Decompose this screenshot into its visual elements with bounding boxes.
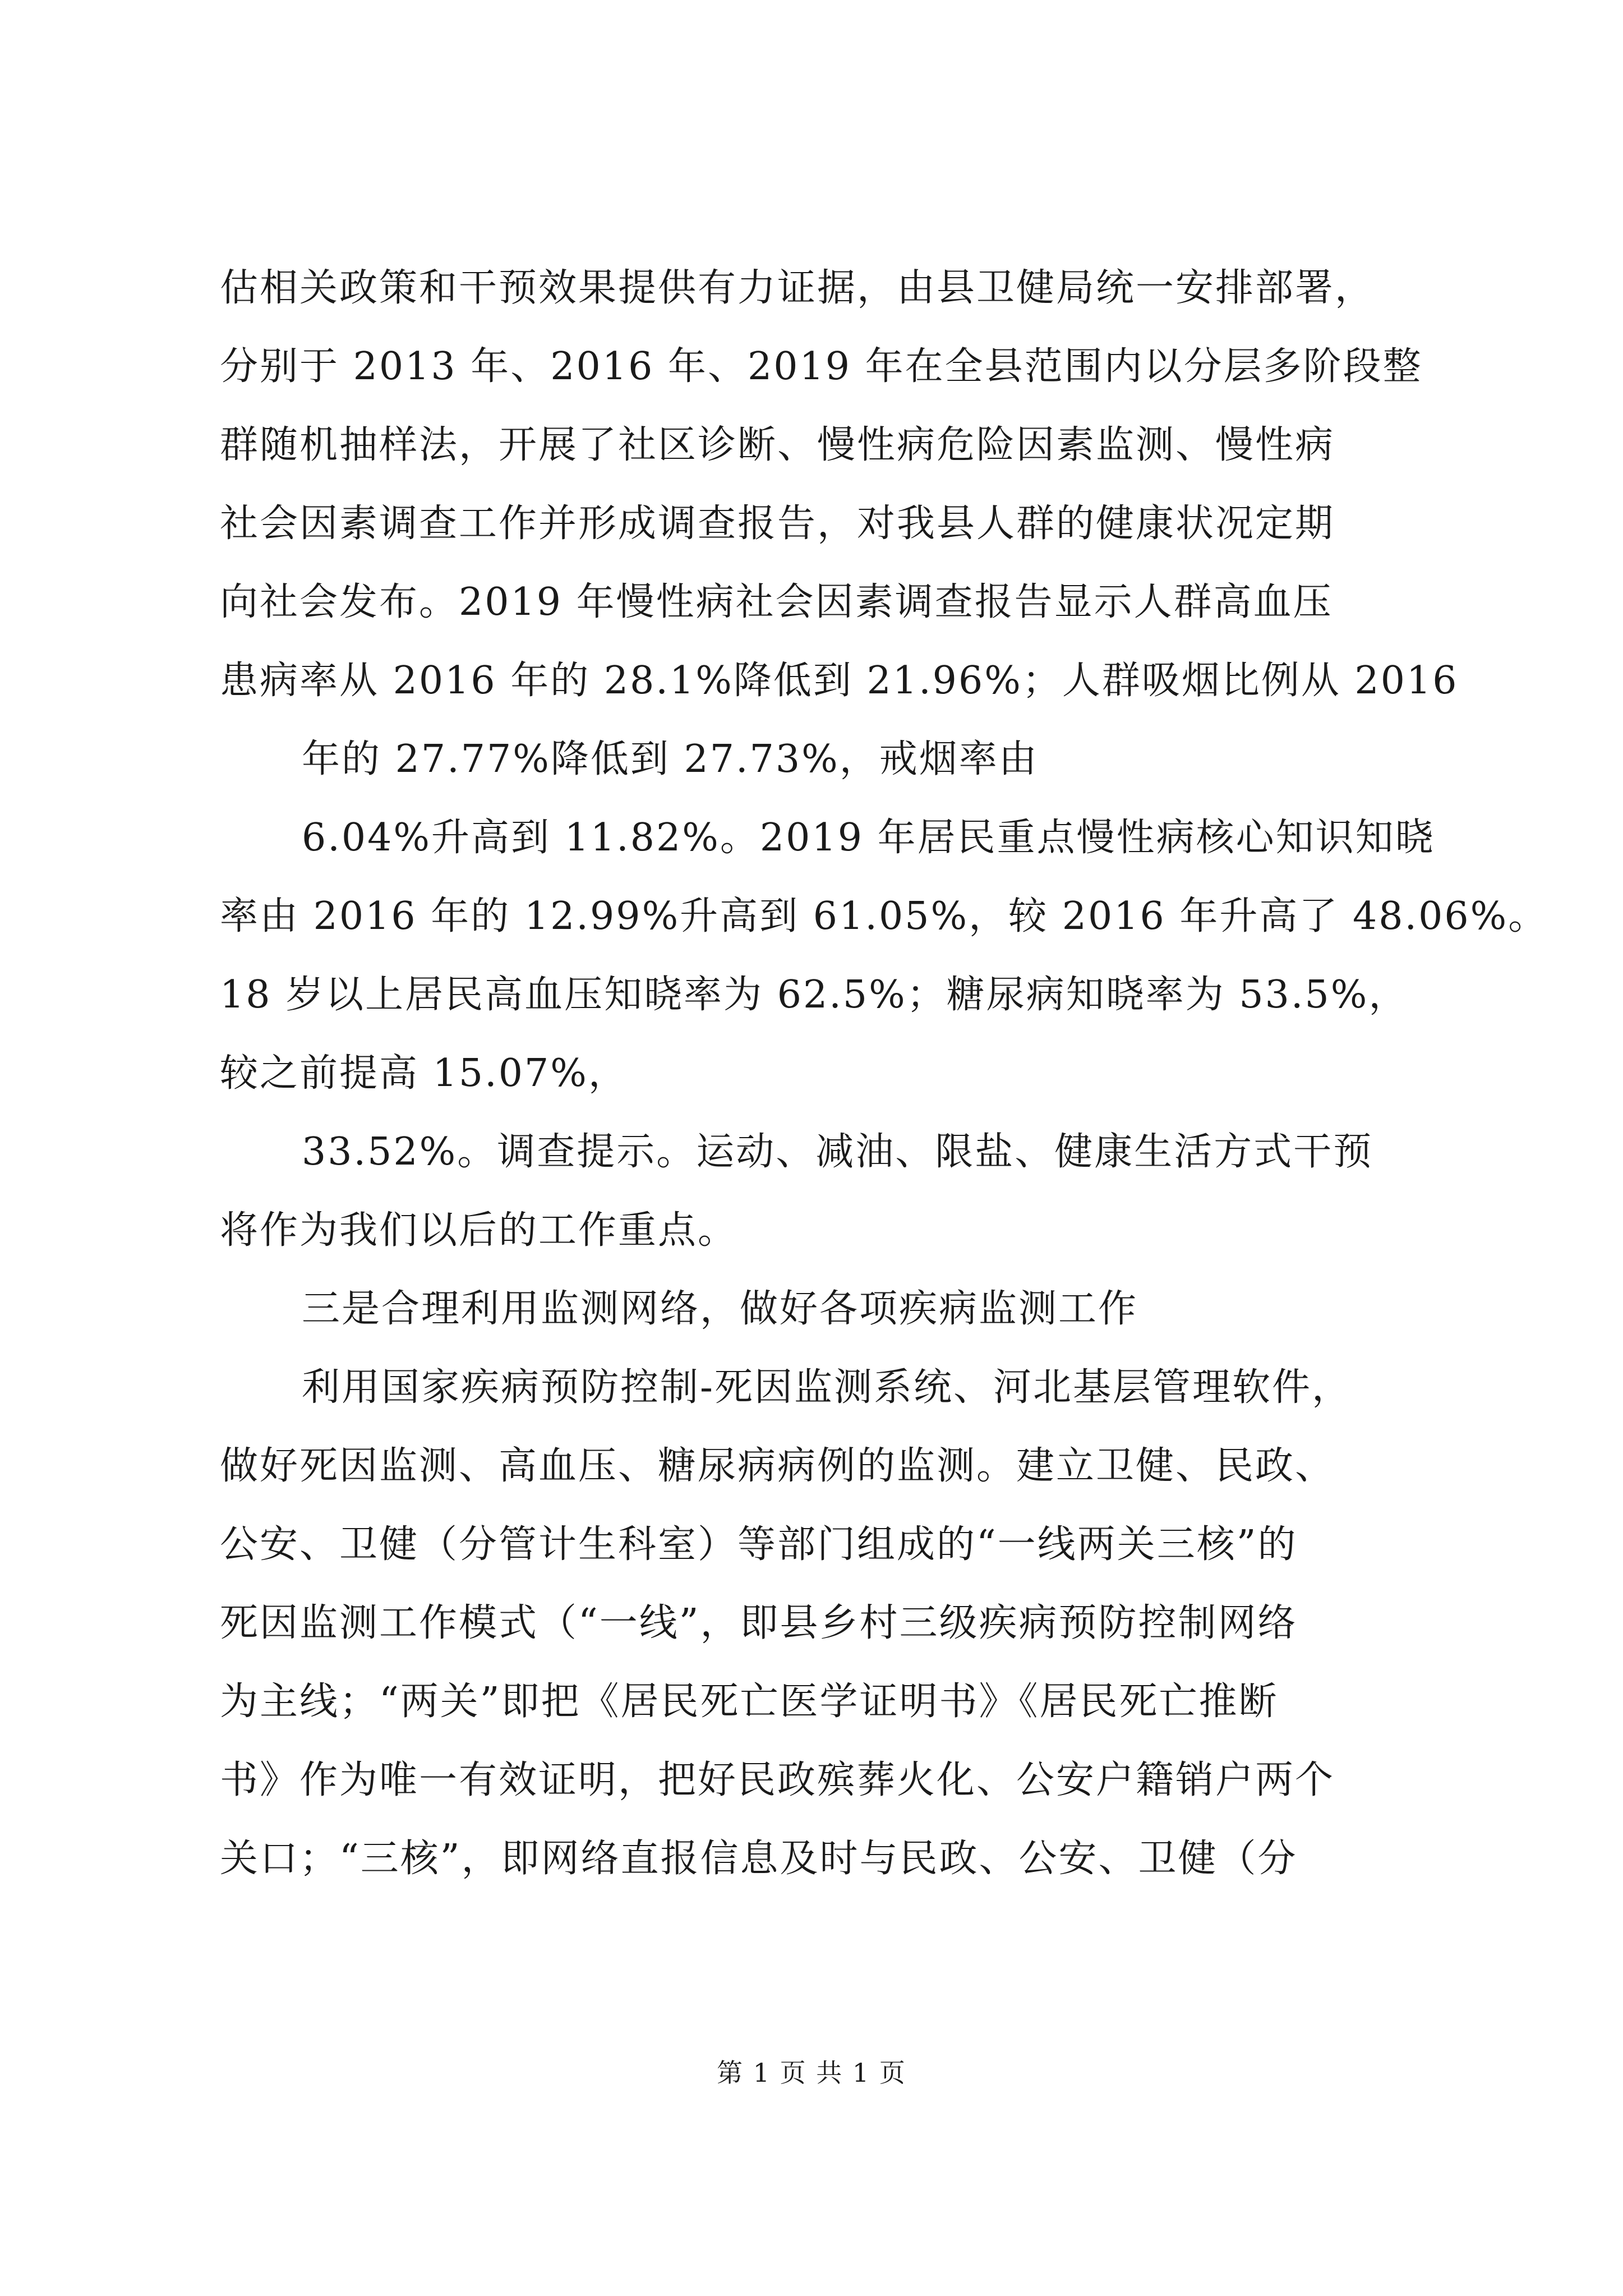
text-line: 较之前提高 15.07%， [220,1051,628,1096]
text-line: 公安、卫健（分管计生科室）等部门组成的“一线两关三核”的 [220,1522,1298,1567]
text-line: 6.04%升高到 11.82%。2019 年居民重点慢性病核心知识知晓 [302,816,1435,860]
text-line: 为主线；“两关”即把《居民死亡医学证明书》《居民死亡推断 [220,1680,1279,1724]
text-line: 估相关政策和干预效果提供有力证据，由县卫健局统一安排部署， [220,266,1375,310]
text-line: 向社会发布。2019 年慢性病社会因素调查报告显示人群高血压 [220,580,1333,624]
text-line: 做好死因监测、高血压、糖尿病病例的监测。建立卫健、民政、 [220,1444,1335,1488]
text-line: 群随机抽样法，开展了社区诊断、慢性病危险因素监测、慢性病 [220,423,1335,467]
section-heading: 三是合理利用监测网络，做好各项疾病监测工作 [302,1287,1138,1331]
text-line: 分别于 2013 年、2016 年、2019 年在全县范围内以分层多阶段整 [220,344,1423,389]
text-line: 33.52%。调查提示。运动、减油、限盐、健康生活方式干预 [302,1130,1373,1174]
text-line: 社会因素调查工作并形成调查报告，对我县人群的健康状况定期 [220,501,1335,546]
text-line: 患病率从 2016 年的 28.1%降低到 21.96%；人群吸烟比例从 2016 [220,659,1459,703]
text-line: 年的 27.77%降低到 27.73%，戒烟率由 [302,737,1039,781]
text-line: 率由 2016 年的 12.99%升高到 61.05%，较 2016 年升高了 48.06%。 [220,894,1548,938]
text-line: 利用国家疾病预防控制-死因监测系统、河北基层管理软件， [302,1365,1352,1410]
text-line: 将作为我们以后的工作重点。 [220,1208,738,1253]
text-line: 关口；“三核”，即网络直报信息及时与民政、公安、卫健（分 [220,1837,1298,1881]
text-line: 死因监测工作模式（“一线”，即县乡村三级疾病预防控制网络 [220,1601,1298,1645]
document-body [220,249,1548,1898]
text-line: 书》作为唯一有效证明，把好民政殡葬火化、公安户籍销户两个 [220,1758,1335,1802]
text-line: 18 岁以上居民高血压知晓率为 62.5%；糖尿病知晓率为 53.5%， [220,973,1409,1017]
page-number-footer: 第 1 页 共 1 页 [717,2058,906,2088]
